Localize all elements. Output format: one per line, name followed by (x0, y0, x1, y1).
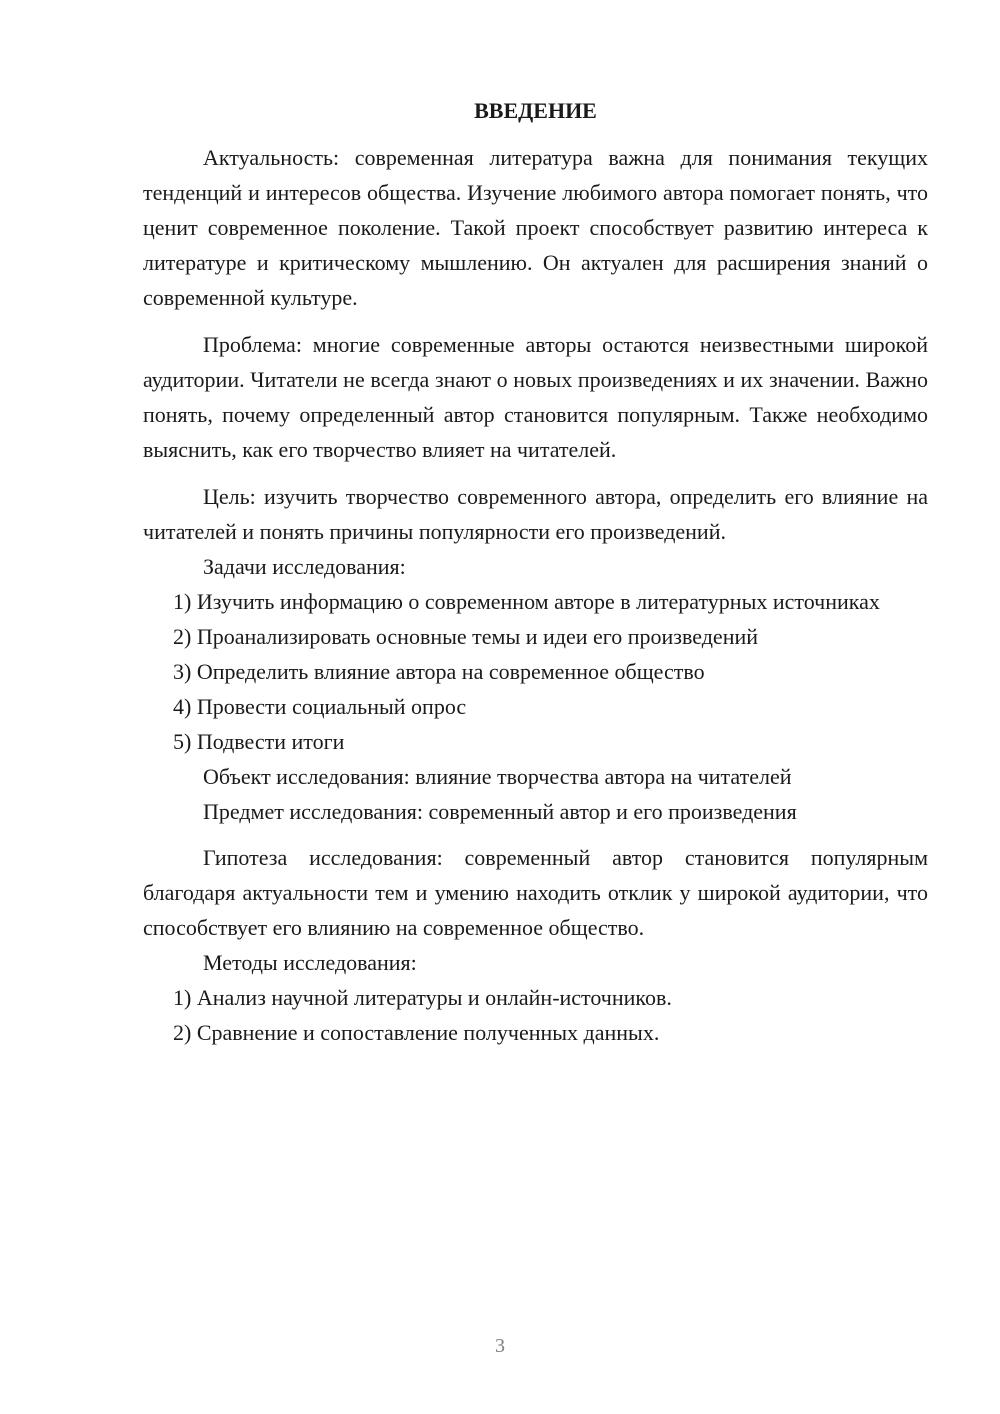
method-item-2: 2) Сравнение и сопоставление полученных данных. (173, 1020, 660, 1045)
task-item-1: 1) Изучить информацию о современном авторе в литературных источниках (173, 589, 880, 614)
section-title: ВВЕДЕНИЕ (474, 98, 597, 123)
task-item-2: 2) Проанализировать основные темы и идеи его произведений (173, 624, 759, 649)
subject-statement: Предмет исследования: современный автор и его произведения (203, 799, 797, 824)
goal-paragraph: Цель: изучить творчество современного автора, определить его влияние на читателей и понять причины популярности его произведений. (143, 484, 928, 544)
object-statement: Объект исследования: влияние творчества автора на читателей (203, 764, 792, 789)
problem-paragraph: Проблема: многие современные авторы остаются неизвестными широкой аудитории. Читатели не всегда знают о новых произведениях и их значении. Важно понять, почему определенный автор становится популярным. Также необходимо выяснить, как его творчество влияет на читателей. (143, 332, 928, 462)
method-item-1: 1) Анализ научной литературы и онлайн-источников. (173, 985, 672, 1010)
task-item-5: 5) Подвести итоги (173, 729, 345, 754)
task-item-4: 4) Провести социальный опрос (173, 694, 467, 719)
relevance-paragraph: Актуальность: современная литература важна для понимания текущих тенденций и интересов общества. Изучение любимого автора помогает понять, что ценит современное поколение. Такой проект способствует развитию интереса к литературе и критическому мышлению. Он актуален для расширения знаний о современной культуре. (143, 145, 928, 310)
page-number: 3 (495, 1335, 505, 1357)
methods-heading: Методы исследования: (203, 950, 417, 975)
tasks-heading: Задачи исследования: (203, 554, 406, 579)
document-body (143, 94, 928, 1050)
hypothesis-paragraph: Гипотеза исследования: современный автор становится популярным благодаря актуальности тем и умению находить отклик у широкой аудитории, что способствует его влиянию на современное общество. (143, 845, 928, 940)
task-item-3: 3) Определить влияние автора на современное общество (173, 659, 705, 684)
